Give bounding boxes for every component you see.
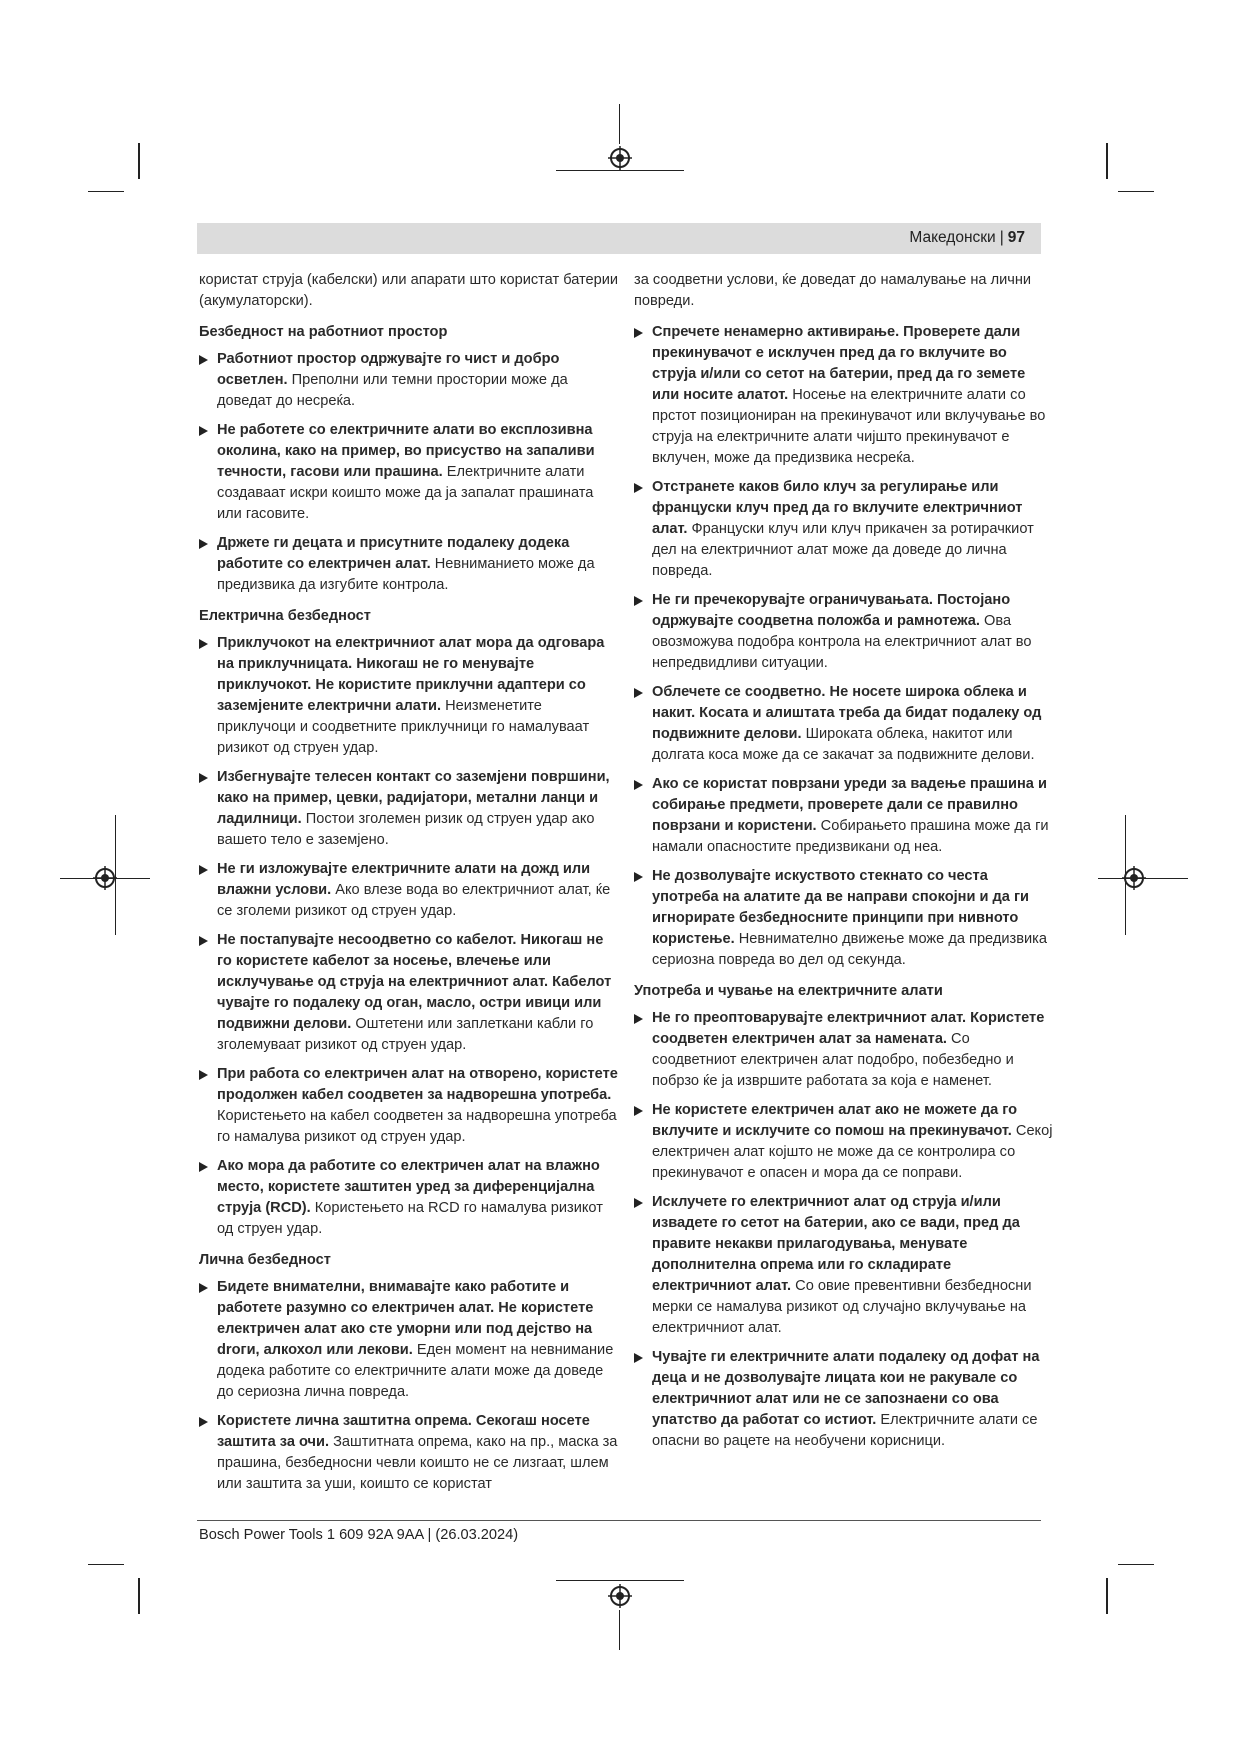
footer-text: Bosch Power Tools 1 609 92A 9AA | (26.03.2024) xyxy=(199,1527,519,1543)
bullet-item-bold-text: Ако се користат поврзани уреди за вадење прашина и собирање предмети, проверете дали се правилно поврзани и користени. xyxy=(652,776,1047,834)
bullet-triangle-icon xyxy=(199,1162,208,1172)
bullet-item xyxy=(199,533,619,596)
header-language: Македонски xyxy=(909,229,996,246)
bullet-item-text: Оштетени или заплеткани кабли го зголемуваат ризикот од струен удар. xyxy=(217,1016,594,1053)
bullet-item xyxy=(199,859,619,922)
bullet-triangle-icon xyxy=(634,596,643,606)
bullet-item xyxy=(199,420,619,525)
section-heading: Безбедност на работниот простор xyxy=(199,324,448,340)
bullet-item xyxy=(634,477,1054,582)
bullet-item xyxy=(634,322,1054,469)
bullet-item xyxy=(199,1411,619,1495)
bullet-item-text: Заштитната опрема, како на пр., маска за прашина, безбедносни чевли коишто не се лизгаат, шлем или заштита за уши, коишто се користат xyxy=(217,1434,618,1492)
bullet-triangle-icon xyxy=(199,773,208,783)
bullet-item-text: Постои зголемен ризик од струен удар ако вашето тело е заземјено. xyxy=(217,811,595,848)
section-heading: Употреба и чување на електричните алати xyxy=(634,983,943,999)
bullet-item-text: Француски клуч или клуч прикачен за ротирачкиот дел на електричниот алат може да доведе до лична повреда. xyxy=(652,521,1034,579)
bullet-item xyxy=(199,930,619,1056)
bullet-triangle-icon xyxy=(634,483,643,493)
bullet-triangle-icon xyxy=(634,1198,643,1208)
footer-rule xyxy=(197,1520,1041,1521)
crop-mark xyxy=(1118,1564,1154,1565)
crop-mark xyxy=(88,1564,124,1565)
bullet-item-bold-text: Избегнувајте телесен контакт со заземјени површини, како на пример, цевки, радијатори, метални ланци и ладилници. xyxy=(217,769,610,827)
bullet-item xyxy=(634,1347,1054,1452)
bullet-item-text: Секој електричен алат којшто не може да се контролира со прекинувачот е опасен и мора да се поправи. xyxy=(652,1123,1053,1181)
bullet-item-bold-text: Ако мора да работите со електричен алат на влажно место, користете заштитен уред за диференцијална струја (RCD). xyxy=(217,1158,600,1216)
bullet-item-text: Со овие превентивни безбедносни мерки се намалува ризикот од случајно вклучување на електричниот алат. xyxy=(652,1278,1032,1336)
bullet-triangle-icon xyxy=(199,639,208,649)
bullet-triangle-icon xyxy=(199,1070,208,1080)
bullet-item-bold-text: Не користете електричен алат ако не можете да го вклучите и исклучите со помош на прекинувачот. xyxy=(652,1102,1018,1139)
crop-mark xyxy=(619,1610,620,1650)
bullet-item-bold-text: Приклучокот на електричниот алат мора да одговара на приклучницата. Никогаш не го менувајте приклучокот. Не користите приклучни адаптери со заземјените електрични алати. xyxy=(217,635,605,714)
bullet-item-bold-text: Држете ги децата и присутните подалеку додека работите со електричен алат. xyxy=(217,535,570,572)
header-text xyxy=(909,229,1025,247)
bullet-triangle-icon xyxy=(199,426,208,436)
right-column xyxy=(634,270,1054,1460)
bullet-triangle-icon xyxy=(634,688,643,698)
bullet-item-text: Преполни или темни простории може да доведат до несреќа. xyxy=(217,372,568,409)
crop-mark xyxy=(138,143,140,179)
bullet-item xyxy=(199,633,619,759)
bullet-triangle-icon xyxy=(634,1014,643,1024)
bullet-triangle-icon xyxy=(199,539,208,549)
bullet-item-text: Користењето на кабел соодветен за надворешна употреба го намалува ризикот од струен удар. xyxy=(217,1108,617,1145)
bullet-item-bold-text: Спречете ненамерно активирање. Проверете дали прекинувачот е исклучен пред да го вклучите во струја и/или со сетот на батерии, пред да го земете или носите алатот. xyxy=(652,324,1026,403)
bullet-item-bold-text: Бидете внимателни, внимавајте како работите и работете разумно со електричен алат. Не користете електричен алат ако сте уморни или под дејство на droги, алкохол или лекови. xyxy=(217,1279,594,1358)
bullet-item-text: Електричните алати се опасни во рацете на необучени корисници. xyxy=(652,1412,1038,1449)
bullet-triangle-icon xyxy=(634,328,643,338)
crop-mark xyxy=(1106,143,1108,179)
registration-mark-icon xyxy=(608,146,632,170)
bullet-item xyxy=(634,1100,1054,1184)
bullet-item-bold-text: Не работете со електричните алати во експлозивна околина, како на пример, во присуство на запаливи течности, гасови или прашина. xyxy=(217,422,595,480)
bullet-item-text: Невнимателно движење може да предизвика сериозна повреда во дел од секунда. xyxy=(652,931,1047,968)
bullet-triangle-icon xyxy=(634,872,643,882)
bullet-item xyxy=(634,682,1054,766)
bullet-item-text: Ова овозможува подобра контрола на електричниот алат во непредвидливи ситуации. xyxy=(652,613,1032,671)
bullet-triangle-icon xyxy=(199,355,208,365)
bullet-item xyxy=(634,866,1054,971)
crop-mark xyxy=(138,1578,140,1614)
bullet-item xyxy=(634,774,1054,858)
left-column xyxy=(199,270,619,1503)
crop-mark xyxy=(1118,191,1154,192)
bullet-item-bold-text: Не ги изложувајте електричните алати на дожд или влажни услови. xyxy=(217,861,591,898)
bullet-item-text: Неизменетите приклучоци и соодветните приклучници го намалуваат ризикот од струен удар. xyxy=(217,698,590,756)
bullet-triangle-icon xyxy=(634,1353,643,1363)
bullet-triangle-icon xyxy=(199,1417,208,1427)
bullet-item-bold-text: Не постапувајте несоодветно со кабелот. Никогаш не го користете кабелот за носење, влечење или исклучување од струја на електричниот алат. Кабелот чувајте го подалеку од оган, масло, остри ивици или подвижни делови. xyxy=(217,932,612,1032)
bullet-item xyxy=(634,1192,1054,1339)
bullet-triangle-icon xyxy=(199,1283,208,1293)
crop-mark xyxy=(556,170,684,171)
bullet-item-bold-text: Отстранете каков било клуч за регулирање или француски клуч пред да го вклучите електричниот алат. xyxy=(652,479,1023,537)
bullet-item-text: Ако влезе вода во електричниот алат, ќе се зголеми ризикот од струен удар. xyxy=(217,882,611,919)
crop-mark xyxy=(619,104,620,144)
page-number: 97 xyxy=(1007,229,1025,246)
bullet-item xyxy=(634,590,1054,674)
bullet-triangle-icon xyxy=(199,936,208,946)
bullet-item-bold-text: Чувајте ги електричните алати подалеку од дофат на деца и не дозволувајте лицата кои не ракувале со електричниот алат или не се запознаени со ова упатство да работат со истиот. xyxy=(652,1349,1040,1428)
bullet-item-text: Електричните алати создаваат искри коишто може да ја запалат прашината или гасовите. xyxy=(217,464,594,522)
bullet-item xyxy=(634,1008,1054,1092)
bullet-item-text: Широката облека, накитот или долгата коса може да се закачат за подвижните делови. xyxy=(652,726,1035,763)
bullet-item xyxy=(199,349,619,412)
bullet-triangle-icon xyxy=(634,780,643,790)
section-heading: Електрична безбедност xyxy=(199,608,371,624)
crop-mark xyxy=(1125,815,1126,935)
bullet-item-bold-text: Користете лична заштитна опрема. Секогаш носете заштита за очи. xyxy=(217,1413,590,1450)
paragraph: за соодветни услови, ќе доведат до намалување на лични повреди. xyxy=(634,272,1032,309)
bullet-item xyxy=(199,1277,619,1403)
bullet-item-text: Собирањето прашина може да ги намали опасностите предизвикани од неа. xyxy=(652,818,1049,855)
crop-mark xyxy=(556,1580,684,1581)
section-heading: Лична безбедност xyxy=(199,1252,331,1268)
bullet-item-bold-text: Облечете се соодветно. Не носете широка облека и накит. Косата и алиштата треба да бидат подалеку од подвижните делови. xyxy=(652,684,1042,742)
bullet-item-text: Еден момент на невнимание додека работите со електричните алати може да доведе до сериозна лична повреда. xyxy=(217,1342,614,1400)
bullet-item-text: Со соодветниот електричен алат подобро, побезбедно и побрзо ќе ја извршите работата за која е наменет. xyxy=(652,1031,1014,1089)
bullet-item xyxy=(199,1156,619,1240)
crop-mark xyxy=(60,878,150,879)
bullet-item-bold-text: Работниот простор одржувајте го чист и добро осветлен. xyxy=(217,351,560,388)
bullet-triangle-icon xyxy=(634,1106,643,1116)
crop-mark xyxy=(88,191,124,192)
registration-mark-icon xyxy=(608,1584,632,1608)
header-separator: | xyxy=(999,229,1004,246)
bullet-item-bold-text: Не ги пречекорувајте ограничувањата. Постојано одржувајте соодветна положба и рамнотежа. xyxy=(652,592,1011,629)
crop-mark xyxy=(1098,878,1188,879)
bullet-item xyxy=(199,767,619,851)
bullet-item-bold-text: Исклучете го електричниот алат од струја и/или извадете го сетот на батерии, ако се вади, пред да правите некакви прилагодувања, менувате дополнителна опрема или го складирате електричниот алат. xyxy=(652,1194,1020,1294)
crop-mark xyxy=(115,815,116,935)
bullet-triangle-icon xyxy=(199,865,208,875)
bullet-item-text: Користењето на RCD го намалува ризикот од струен удар. xyxy=(217,1200,603,1237)
paragraph: користат струја (кабелски) или апарати што користат батерии (акумулаторски). xyxy=(199,272,619,309)
bullet-item-text: Носење на електричните алати со прстот позициониран на прекинувачот или вклучување во струја на електричните алати чијшто прекинувачот е вклучен, може да предизвика несреќа. xyxy=(652,387,1046,466)
bullet-item-bold-text: Не дозволувајте искуството стекнато со честа употреба на алатите да ве направи спокојни и да ги игнорирате безбедносните принципи при нивното користење. xyxy=(652,868,1030,947)
page-header xyxy=(197,223,1041,254)
bullet-item xyxy=(199,1064,619,1148)
bullet-item-bold-text: Не го преоптоварувајте електричниот алат. Користете соодветен електричен алат за намената. xyxy=(652,1010,1045,1047)
bullet-item-text: Невниманието може да предизвика да изгубите контрола. xyxy=(217,556,595,593)
bullet-item-bold-text: При работа со електричен алат на отворено, користете продолжен кабел соодветен за надворешна употреба. xyxy=(217,1066,618,1103)
crop-mark xyxy=(1106,1578,1108,1614)
